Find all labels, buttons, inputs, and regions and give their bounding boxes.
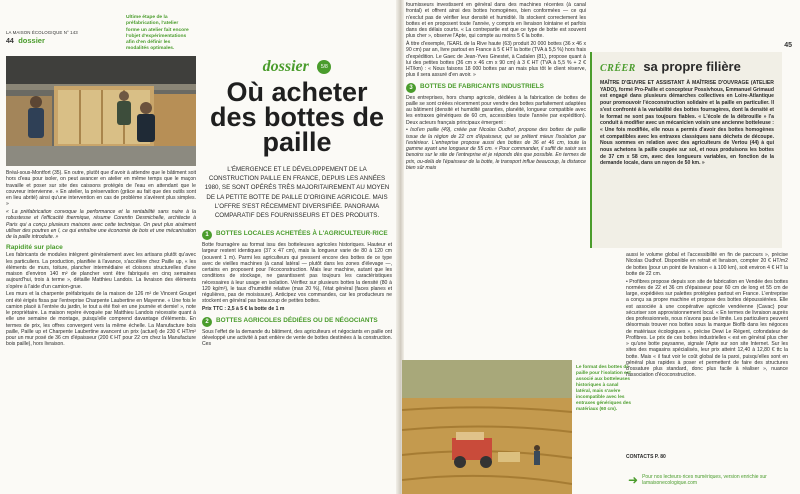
right-column-2 (626, 252, 788, 452)
workshop-photo (6, 56, 196, 166)
section-1-badge: 1 (202, 230, 212, 240)
magazine-header (6, 30, 126, 45)
section-2-badge: 2 (202, 317, 212, 327)
section-2-header (202, 317, 392, 327)
right-page (402, 0, 800, 494)
paragraph: fournisseurs investissent en général dans des machines récentes (à canal frontal) et offrent ainsi des bottes homogènes, bien conformées — ce qui n'exclut pas de vérifier leur densité et humidité. Ils stockent correctement les bottes et en proposent toute l'année, y compris en livraison lointaine et parfois dans des délais courts. « La contrepartie est que ce type de botte est souvent plus cher », observe l'Apte, qui compte au moins 5 € la botte. (406, 2, 586, 40)
article-lead: L'ÉMERGENCE ET LE DÉVELOPPEMENT DE LA CONSTRUCTION PAILLE EN FRANCE, DEPUIS LES ANNÉES 1980, SE SONT OPÉRÉS TRÈS MAJORITAIREMENT AU MOYEN DE LA PETITE BOTTE DE PAILLE D'ORIGINE AGRICOLE. MAIS L'OFFRE S'EST RÉCEMMENT DIVERSIFIÉE. PANORAMA COMPARATIF DES FOURNISSEURS ET DES PRODUITS. (204, 166, 390, 220)
right-column-1 (406, 2, 586, 412)
field-photo-image (402, 360, 572, 494)
rubric-label: dossier (18, 36, 45, 45)
section-3-badge: 3 (406, 83, 416, 93)
paragraph-quote: « La préfabrication convoque la performance et la rentabilité sans nuire à la robustesse et l'efficacité thermique, résume Corentin Desmichelle, architecte à Paris qui a conçu plusieurs maisons avec cette technique. On peut plus aisément utiliser des poutres en I, ce qui entraîne une économie de bois et une mécanisation de la paille introduite. » (6, 209, 196, 240)
arrow-icon: ➜ (628, 473, 639, 487)
sidebar-text: MAÎTRE D'ŒUVRE ET ASSISTANT À MAÎTRISE D'OUVRAGE (ATELIER YADO), formé Pro-Paille et concepteur Possivhous, Emmanuel Grimaud est engagé dans plusieurs démarches collectives en Loire-Atlantique pour promouvoir l'écoconstruction solidaire et la paille en particulier. Il s'est confronté à la variabilité des bottes fourragères, dont la densité et le format ne sont pas toujours fiables. « L'école de la débrouille » l'a conduit à modifier avec un mécanicien voisin une ancienne botteleuse : « Une fois modifiée, elle nous a permis d'avoir des bottes homogènes et compatibles avec les entraxes classiques sans déchets de découpe. Nous sommes en relation avec des agriculteurs de Vertou (44) à qui nous achetons la paille coupée sur sol, et nous produisons les bottes de 37 cm x 58 cm, avec des longueurs variables, en fonction de la demande locale, dans un rayon de 50 km. » (600, 80, 774, 167)
left-page (0, 0, 398, 494)
footer-text: Pour nos lecteurs·rices numériques, version enrichie sur lamaisonecologique.com (642, 474, 767, 486)
magazine-name: LA MAISON ÉCOLOGIQUE N° 143 (6, 30, 78, 35)
section-1-text: Botte fourragère au format issu des botteleuses agricoles historiques. Hauteur et largeur restent identiques (37 x 47 cm), mais la longueur varie de 80 à 120 cm (souvent 1 m). Parmi les agriculteurs qui pressent encore des bottes de ce type avec de vieilles machines (à canal latéral — plutôt dans les zones d'élevage —, certains en proposent pour l'écoconstruction. Mais leur machine, autant que les conditions de stockage, ne garantissent pas toujours les caractéristiques nécessaires à leur usage en isolation. Vérifiez sur plusieurs bottes la densité (80 à 120 kg/m³), le taux d'humidité relative (max 20 %), l'état général (faces planes et régulières, pas de moisissure). Anticipez vos commandes, car les producteurs ne stockent en général pas beaucoup de petites bottes. (202, 242, 392, 305)
title-kicker (202, 58, 392, 76)
paragraph: • Isol'en paille (49), créée par Nicolas Oudhof, propose des bottes de paille issue de la région de 22 cm d'épaisseur, qui se prêtent mieux l'isolation par l'extérieur. L'entreprise propose aussi des bottes de 36 et 46 cm, toute la gamme ayant une longueur de 55 cm. « Pour commander, il suffit de saisir ses besoins sur le site de l'entreprise et je réponds dès que possible. En termes de prix, ou-delà de l'épaisseur de la botte, le transport influe beaucoup, la distance bien sûr mais (406, 127, 586, 171)
left-column-1 (6, 170, 196, 490)
left-column-2 (202, 46, 392, 492)
sidebar-heading (592, 52, 782, 78)
dossier-badge: 5/8 (317, 60, 331, 74)
section-1-price: Prix TTC : 2,5 à 5 € la botte de 1 m (202, 305, 285, 312)
page-number: 44 (6, 38, 14, 45)
sidebar-box (590, 52, 782, 248)
photo-caption: Ultime étape de la préfabrication, l'atelier forme un atelier fait encore l'objet d'expérimentations afin d'en définir les modalités optimales. (126, 15, 189, 52)
section-1-header (202, 230, 392, 240)
kicker-dossier: dossier (262, 58, 309, 75)
paragraph: Les fabricants de modules intègrent généralement avec les artisans plutôt qu'avec les particuliers. La production, planifiée à l'avance, s'accélère chez Paille up, « les éléments de murs, toiture, plancher intermédiaire et cloisons structurelles d'une maison d'environ 140 m² de plancher vont être fabriqués en cinq semaines aujourd'hui, trois à terme », détaille Matthieu Landois. La livraison des éléments s'opère à l'aide d'un camion-grue. (6, 252, 196, 290)
subheading-rapidite: Rapidité sur place (6, 244, 63, 252)
paragraph: aussi le volume global et l'accessibilité en fin de parcours », précise Nicolas Oudhof. Disponible en retrait et livraison, compter 20 € HT/m2 de bottes (pour un point de livraison « à 100 km), soit environ 4 € HT la botte de 22 cm. (626, 252, 788, 277)
sidebar-kicker: CRÉER (600, 63, 636, 74)
paragraph: Les murs et la charpente préfabriqués de la maison de 126 m² de Vincent Gouget ont été érigés fissa par l'entreprise Charpente Laubertine en Mayenne. « Une fois le camion placé à l'entrée du jardin, le tout a été fixé en une journée et demie! », note le propriétaire. La maison repère évoquée par Matthieu Landois nécessite quant à elle une semaine de montage, puisqu'elle comprend davantage d'éléments. En termes de prix, les offres convergent vers la même échelle. La Manufacture bois paille, Paille up et Charpente Laubertine avancent un prix (actuel) de 230 € HT/m² pour un mur posé de 36 cm d'épaisseur (200 € HT pour 22 cm chez la Manufacture bois paille), hors livraison. (6, 291, 196, 348)
sidebar-title: sa propre filière (643, 59, 741, 74)
section-3-title: BOTTES DE FABRICANTS INDUSTRIELS (420, 82, 544, 90)
article-title: Où acheter des bottes de paille (209, 77, 385, 157)
field-photo-caption: Le format des bottes de paille pour l'isolation est associé aux botteleuses historiques à canal latéral, mais s'avère incompatible avec les entraxes génériques des matériaux (60 cm). (576, 364, 631, 411)
section-2-text: Sous l'effet de la demande du bâtiment, des agriculteurs et négociants en paille ont développé une activité à part entière de vente de bottes destinées à la construction. Ces (202, 328, 392, 348)
paragraph: À titre d'exemple, l'EARL de la Rive haute (63) produit 20 000 bottes (36 x 46 x 90 cm) par an, livre partout en France à 5 € HT la botte (TVA à 5,5 %) hors frais d'expédition. Le Gaec de Jean-Yves Ginestet, à Cadalen (81), propose quant à lui des petites bottes (36 cm x 46 cm x 90 cm) à 3 € HT (TVA à 5,5 % + 2 € HT/km) : « Nous faisons 18 000 bottes par an mais plus tôt le client réserve, plus il sera assuré d'en avoir. » (406, 41, 586, 79)
section-3-header (406, 83, 586, 93)
paragraph: Des entreprises, hors champ agricole, dédiées à la fabrication de bottes de paille se sont créées récemment pour vendre des bottes parfaitement adaptées au bâtiment (densité et humidité garanties, planéité, longueur compatible avec les entraxes génériques de 60 cm, accessibles toute l'année par expédition). Deux acteurs français principaux émergent : (406, 94, 586, 126)
workshop-photo-image (6, 56, 196, 166)
contacts-note: CONTACTS P. 80 (626, 454, 666, 460)
section-1-title: BOTTES LOCALES ACHETÉES À L'AGRICULTEUR·RICE (216, 230, 388, 238)
paragraph: • Profibres propose depuis son site de fabrication en Vendée des bottes normées de 22 et 36 cm d'épaisseur pour 60 cm de long et 55 cm de large, expédiées sur palettes protégées partout en France. L'entreprise a conçu sa propre machine et propose des bottes dépoussiérées. Elle est associée à une coopérative agricole vendéenne (Cavac) pour sécuriser son approvisionnement local. « En termes de livraison auprès des professionnels, nous n'avons pas de limite. Les particuliers peuvent désormais trouver nos bottes sous la marque Bioflb dans les négoces de matériaux écologiques », précise Dewi Le Régent, cofondateur de Profibres. Le prix de ces bottes industrielles « est en général plus cher » qu'une botte paysanne, signale l'Apte sur son site Internet. Sur les sites des magasins spécialisés, leur prix atteint 12,40 à 12,80 € ttc la botte. Mais « il faut voir le coût global de la paroi, puisqu'elles sont en général plus rapides à poser et permettent de faire des structures d'ossature plus standard, donc plus facile à réaliser », nuance l'association d'écoconstruction. (626, 278, 788, 379)
field-photo (402, 360, 572, 494)
digital-footer (628, 470, 788, 490)
right-page-number: 45 (784, 42, 792, 49)
paragraph: Bréal-sous-Montfort (35). En outre, plutôt que d'avoir à attendre que le bâtiment soit hors d'eau pour isoler, on peut avancer en atelier en même temps que le maçon travaille et poser sur site des caissons protégés de l'eau en attendant que le couvreur intervienne. « En atelier, la préservation (grâce au fait que des outils sont en lieu abrité) ainsi qu'une intervention en cas de problème s'avèrent plus simples. » (6, 170, 196, 208)
section-2-title: BOTTES AGRICOLES DÉDIÉES OU DE NÉGOCIANTS (216, 316, 378, 324)
